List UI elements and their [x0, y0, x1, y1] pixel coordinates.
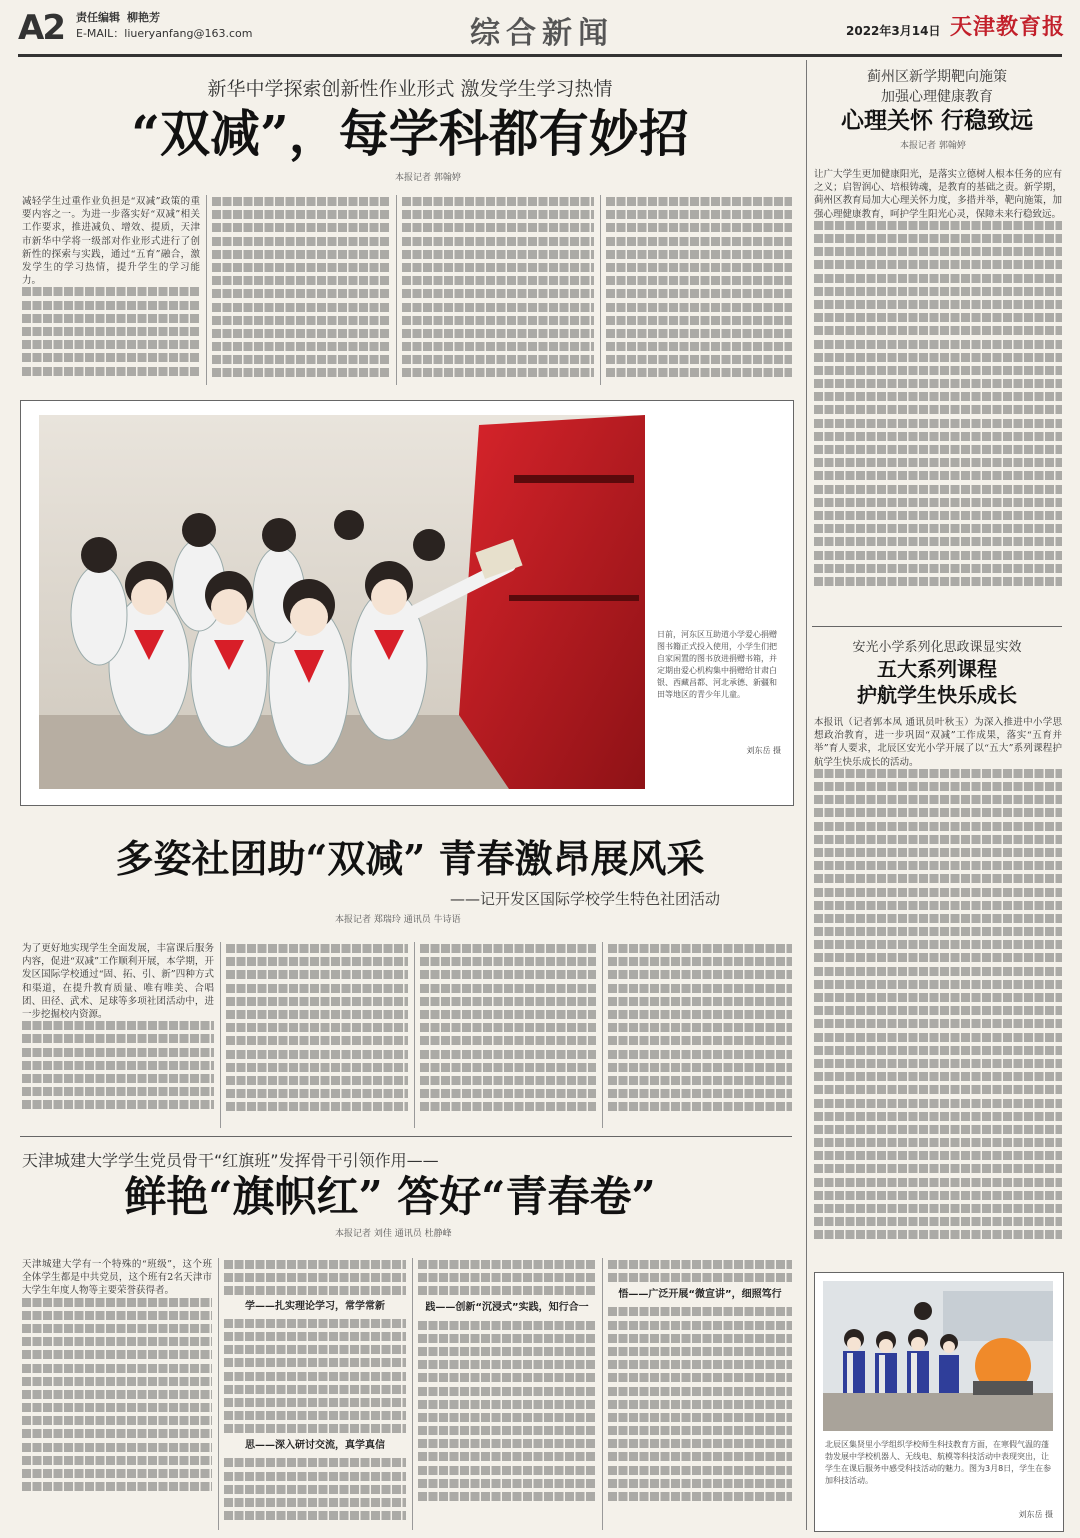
article1-lead: 减轻学生过重作业负担是“双减”政策的重要内容之一。为进一步落实好“双减”相关工作要求，推进减负、增效、提质，天津市新华中学将一级部对作业形式进行了创新性的探索与实践，通过“五育”融合，激发学生的学习热情，提升学生的学习能力。 [22, 196, 200, 287]
page-number: A2 [18, 8, 64, 48]
article2-column-2 [226, 944, 408, 1128]
photo2-frame [814, 1272, 1064, 1532]
right1-kicker-2: 加强心理健康教育 [881, 89, 993, 105]
right2-kicker: 安光小学系列化思政课显实效 [852, 640, 1022, 655]
article3-column-1 [22, 1258, 212, 1530]
article1-column-2 [212, 197, 390, 385]
article1-column-4 [606, 197, 792, 385]
page-header [0, 0, 1080, 58]
photo1-credit: 刘东岳 摄 [746, 746, 781, 755]
article1-column-3 [402, 197, 594, 385]
article2-lead: 为了更好地实现学生全面发展，丰富课后服务内容，促进“双减”工作顺利开展，本学期，开发区国际学校通过“固、拓、引、新”四种方式和渠道，在提升教育质量、唯有唯美、合唱团、田径、武术、足球等多项社团活动中，进一步挖掘校内资源。 [22, 943, 214, 1021]
article2-headline: 多姿社团助“双减” 青春激昂展风采 [115, 836, 705, 881]
article3-kicker: 天津城建大学学生党员骨干“红旗班”发挥骨干引领作用—— [22, 1151, 439, 1170]
right2-headline-2: 护航学生快乐成长 [857, 683, 1017, 707]
masthead-logo: 天津教育报 [950, 14, 1066, 40]
editor-name: 柳艳芳 [127, 11, 160, 24]
article1-byline: 本报记者 郭翰婷 [395, 173, 461, 183]
right2-headline-1: 五大系列课程 [877, 657, 997, 681]
photo1-frame [20, 400, 794, 806]
article3-column-3 [418, 1260, 596, 1530]
article1-column-1 [22, 195, 200, 385]
photo1-caption: 日前，河东区互助道小学爱心捐赠图书籍正式投入使用，小学生们把自家闲置的图书放进捐赠书箱，并定期由爱心机构集中捐赠给甘肃白银、西藏昌都、河北承德、新疆和田等地区的青少年儿童。 [657, 630, 777, 699]
header-rule [18, 54, 1062, 57]
right2-body [814, 716, 1062, 1266]
article2-column-1 [22, 942, 214, 1128]
editor-info [76, 10, 252, 42]
right1-lead: 让广大学生更加健康阳光，是落实立德树人根本任务的应有之义；启智润心、培根铸魂，是教育的基础之责。新学期，蓟州区教育局加大心理关怀力度，多措并举，靶向施策，加强心理健康教育，呵护学生阳光心灵，保障未来行稳致远。 [814, 169, 1062, 220]
right1-byline: 本报记者 郭翰婷 [900, 141, 966, 151]
editor-label: 责任编辑 [76, 11, 120, 24]
article3-column-4 [608, 1260, 792, 1530]
article2-column-4 [608, 944, 792, 1128]
photo1-image [39, 415, 645, 789]
article3-headline: 鲜艳“旗帜红” 答好“青春卷” [124, 1172, 656, 1221]
article3-subhead-1: 学——扎实理论学习，常学常新 [245, 1300, 385, 1312]
article1-headline: “双减”，每学科都有妙招 [131, 104, 689, 163]
article2-byline: 本报记者 郑瑞玲 通讯员 牛诗语 [335, 915, 461, 925]
right2-lead: 本报讯（记者郭本凤 通讯员叶秋玉）为深入推进中小学思想政治教育，进一步巩固“双减”工作成果，落实“五育并举”育人要求，北辰区安光小学开展了以“五大”系列课程护航学生快乐成长的活动。 [814, 717, 1062, 768]
article2-subtitle: ——记开发区国际学校学生特色社团活动 [449, 890, 720, 908]
article3-subhead-4: 悟——广泛开展“微宣讲”，细照笃行 [618, 1289, 782, 1301]
article3-byline: 本报记者 刘佳 通讯员 杜静峰 [335, 1229, 452, 1239]
article1-kicker: 新华中学探索创新性作业形式 激发学生学习热情 [207, 78, 613, 100]
right1-body [814, 168, 1062, 616]
article3-subhead-3: 践——创新“沉浸式”实践，知行合一 [425, 1302, 589, 1314]
photo2-credit: 刘东岳 摄 [1018, 1510, 1053, 1519]
right1-headline: 心理关怀 行稳致远 [840, 107, 1033, 134]
article2-column-3 [420, 944, 596, 1128]
photo2-caption: 北辰区集贤里小学组织学校师生科技教育方面，在寒假气温的蓬勃发展中学校机器人、无线电、航模等科技活动中表现突出，让学生在课后服务中感受科技活动的魅力。图为3月8日，学生在参加科技活动。 [825, 1440, 1052, 1485]
photo2-image [823, 1281, 1053, 1431]
right1-kicker-1: 蓟州区新学期靶向施策 [867, 69, 1007, 85]
article3-lead: 天津城建大学有一个特殊的“班级”，这个班全体学生都是中共党员，这个班有2名天津市大学生年度人物等主要荣誉获得者。 [22, 1259, 212, 1297]
section-title: 综合新闻 [470, 16, 614, 51]
issue-date: 2022年3月14日 [846, 24, 941, 38]
article3-subhead-2: 思——深入研讨交流，真学真信 [245, 1440, 385, 1452]
editor-email: E-MAIL：liueryanfang@163.com [76, 27, 253, 40]
article3-column-2 [224, 1260, 406, 1530]
